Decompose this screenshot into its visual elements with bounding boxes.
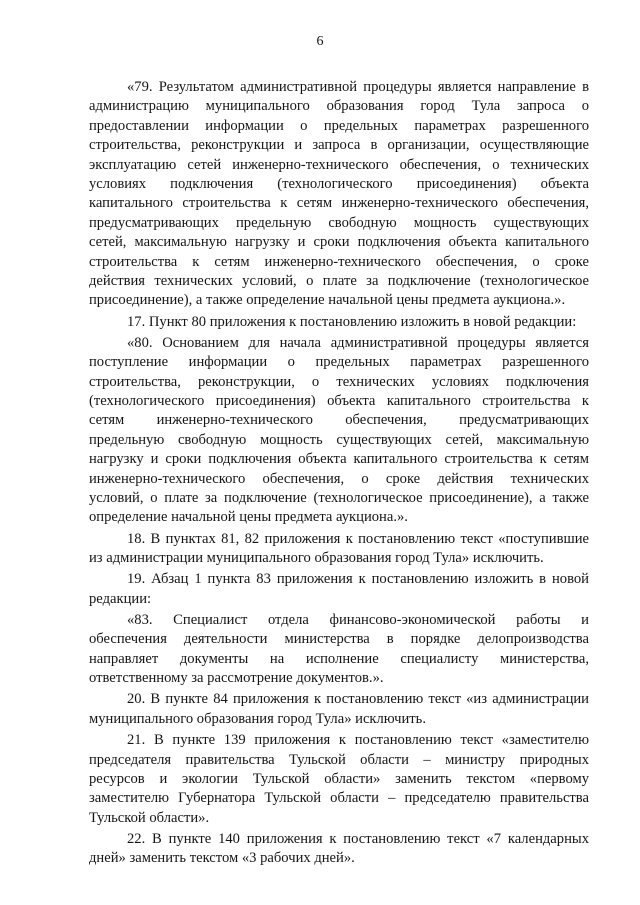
text-line: условий, о плате за подключение (технологическое присоединение), а также: [89, 489, 589, 506]
paragraph-item17: [89, 313, 589, 332]
text-line: 18. В пунктах 81, 82 приложения к постановлению текст «поступившие: [127, 530, 589, 547]
paragraph-p80: [89, 334, 589, 528]
text-line: «79. Результатом административной процедуры является направление в: [127, 79, 589, 95]
paragraph-item18: [89, 530, 589, 569]
paragraph-item20: [89, 690, 589, 729]
text-line: ответственному за рассмотрение документов.».: [89, 670, 384, 687]
text-line: дней» заменить текстом «3 рабочих дней».: [89, 850, 355, 867]
text-line: строительства, реконструкции и запроса в организации, осуществляющие: [89, 137, 589, 154]
text-line: поступление информации о предельных параметрах разрешенного: [89, 354, 589, 371]
text-line: ресурсов и экологии Тульской области» заменить текстом «первому: [89, 770, 589, 787]
text-line: предоставлении информации о предельных параметрах разрешенного: [89, 117, 589, 134]
text-line: из администрации муниципального образования город Тула» исключить.: [89, 550, 544, 567]
text-line: администрацию муниципального образования город Тула запроса о: [89, 98, 589, 115]
text-line: обеспечения деятельности министерства в порядке делопроизводства: [89, 631, 589, 648]
text-line: 20. В пункте 84 приложения к постановлению текст «из администрации: [127, 691, 589, 708]
paragraph-p79: [89, 78, 589, 311]
text-line: Тульской области».: [89, 809, 210, 826]
text-line: предусматривающих предельную свободную мощность существующих: [89, 214, 589, 231]
text-line: «83. Специалист отдела финансово-экономической работы и: [127, 612, 589, 628]
text-line: эксплуатацию сетей инженерно-технического обеспечения, о технических: [89, 156, 589, 173]
text-line: сетям инженерно-технического обеспечения, предусматривающих: [89, 412, 589, 429]
text-line: условиях подключения (технологического присоединения) объекта: [89, 175, 589, 192]
text-line: редакции:: [89, 590, 152, 607]
text-line: капитального строительства к сетям инженерно-технического обеспечения,: [89, 195, 589, 212]
text-line: (технологического присоединения) объекта капитального строительства к: [89, 393, 589, 410]
text-line: предельную свободную мощность существующих сетей, максимальную: [89, 431, 589, 448]
text-line: действия технических условий, о плате за подключение (технологическое: [89, 272, 589, 289]
paragraph-item21: [89, 731, 589, 828]
text-line: направляет документы на исполнение специалисту министерства,: [89, 650, 589, 667]
text-line: «80. Основанием для начала административной процедуры является: [127, 334, 589, 351]
text-line: сетей, максимальную нагрузку и сроки подключения объекта капитального: [89, 234, 589, 251]
text-line: нагрузку и сроки подключения объекта капитального строительства к сетям: [89, 451, 589, 468]
document-body: [89, 78, 589, 869]
text-line: 22. В пункте 140 приложения к постановлению текст «7 календарных: [127, 830, 589, 847]
paragraph-item22: [89, 830, 589, 869]
text-line: присоединение), а также определение начальной цены предмета аукциона.».: [89, 292, 566, 309]
text-line: инженерно-технического обеспечения, о сроке действия технических: [89, 470, 589, 487]
paragraph-p83: [89, 611, 589, 689]
text-line: строительства, реконструкции, о технических условиях подключения: [89, 373, 589, 390]
text-line: 17. Пункт 80 приложения к постановлению изложить в новой редакции:: [127, 313, 577, 330]
text-line: председателя правительства Тульской области – министру природных: [89, 751, 589, 768]
text-line: определение начальной цены предмета аукциона.».: [89, 509, 408, 526]
text-line: строительства к сетям инженерно-технического обеспечения, о сроке: [89, 253, 589, 270]
paragraph-item19: [89, 570, 589, 609]
text-line: муниципального образования город Тула» исключить.: [89, 710, 426, 727]
page-number: 6: [316, 34, 324, 49]
text-line: заместителю Губернатора Тульской области – председателю правительства: [89, 790, 589, 807]
text-line: 21. В пункте 139 приложения к постановлению текст «заместителю: [127, 732, 589, 749]
text-line: 19. Абзац 1 пункта 83 приложения к постановлению изложить в новой: [127, 571, 589, 588]
